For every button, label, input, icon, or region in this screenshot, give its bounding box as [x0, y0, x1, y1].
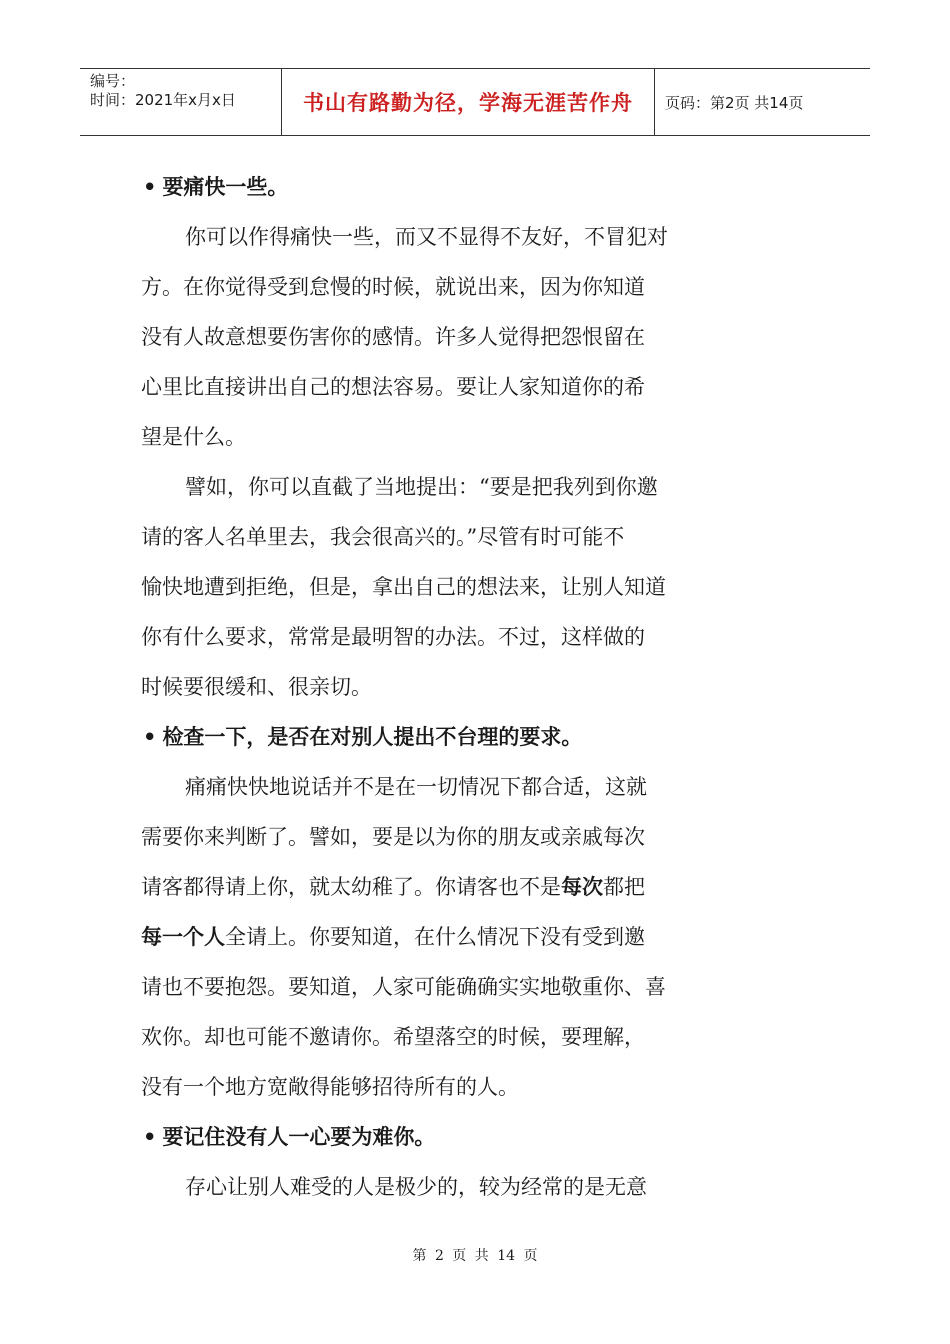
- bullet-icon: •: [143, 1125, 157, 1149]
- paragraph-line: 请客都得请上你，就太幼稚了。你请客也不是每次都把: [141, 875, 645, 899]
- paragraph-line: 每一个人全请上。你要知道，在什么情况下没有受到邀: [141, 925, 645, 949]
- paragraph-line: 你有什么要求，常常是最明智的办法。不过，这样做的: [141, 625, 645, 649]
- paragraph-line: 心里比直接讲出自己的想法容易。要让人家知道你的希: [141, 375, 645, 399]
- page-header: [80, 68, 870, 136]
- page-footer: 第 2 页 共 14 页: [412, 1248, 538, 1264]
- paragraph-line: 你可以作得痛快一些，而又不显得不友好，不冒犯对: [185, 225, 668, 249]
- paragraph-line: 没有人故意想要伤害你的感情。许多人觉得把怨恨留在: [141, 325, 645, 349]
- bullet-icon: •: [143, 725, 157, 749]
- section-heading: • 要痛快一些。: [143, 175, 289, 199]
- section-heading: • 要记住没有人一心要为难你。: [143, 1125, 436, 1149]
- paragraph-line: 请也不要抱怨。要知道，人家可能确确实实地敬重你、喜: [141, 975, 666, 999]
- paragraph-line: 没有一个地方宽敞得能够招待所有的人。: [141, 1075, 519, 1099]
- header-page-info: 页码：第2页 共14页: [665, 93, 804, 112]
- paragraph-line: 请的客人名单里去，我会很高兴的。”尽管有时可能不: [141, 525, 625, 549]
- paragraph-line: 时候要很缓和、很亲切。: [141, 675, 372, 699]
- paragraph-line: 欢你。却也可能不邀请你。希望落空的时候，要理解，: [141, 1025, 645, 1049]
- paragraph-line: 存心让别人难受的人是极少的，较为经常的是无意: [185, 1175, 647, 1199]
- header-meta: [80, 69, 282, 135]
- paragraph-line: 需要你来判断了。譬如，要是以为你的朋友或亲戚每次: [141, 825, 645, 849]
- header-motto: 书山有路勤为径，学海无涯苦作舟: [282, 69, 655, 135]
- document-body: [141, 162, 701, 1212]
- paragraph-line: 譬如，你可以直截了当地提出：“要是把我列到你邀: [185, 475, 658, 499]
- paragraph-line: 痛痛快快地说话并不是在一切情况下都合适，这就: [185, 775, 647, 799]
- section-heading: • 检查一下，是否在对别人提出不台理的要求。: [143, 725, 583, 749]
- document-date-label: 时间：2021年x月x日: [90, 91, 236, 109]
- bullet-icon: •: [143, 175, 157, 199]
- emphasis-text: 每一个人: [141, 925, 225, 949]
- paragraph-line: 望是什么。: [141, 425, 246, 449]
- paragraph-line: 愉快地遭到拒绝，但是，拿出自己的想法来，让别人知道: [141, 575, 666, 599]
- emphasis-text: 每次: [561, 875, 603, 899]
- document-number-label: 编号：: [90, 72, 136, 90]
- paragraph-line: 方。在你觉得受到怠慢的时候，就说出来，因为你知道: [141, 275, 645, 299]
